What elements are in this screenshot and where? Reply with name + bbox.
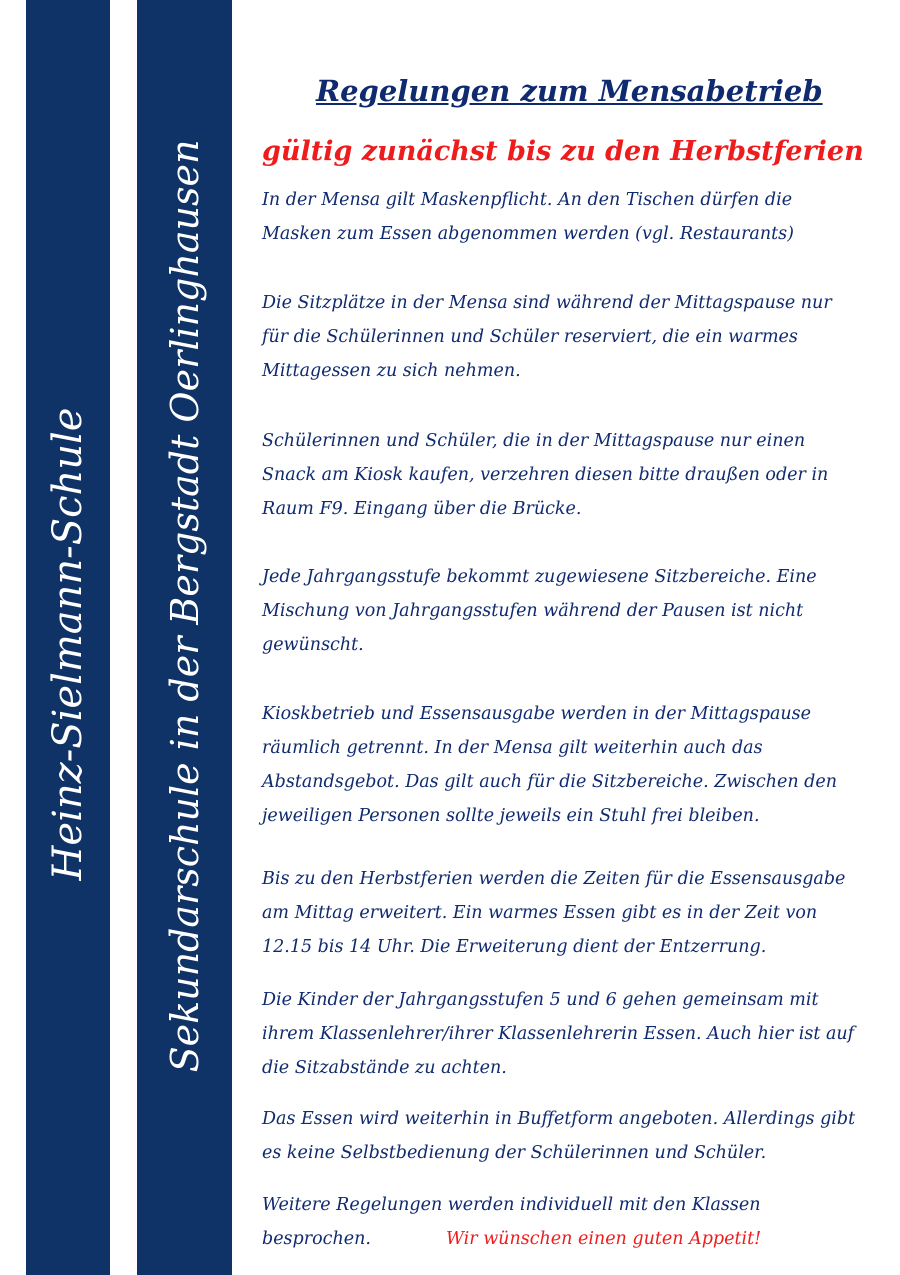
left-banner	[26, 0, 110, 1275]
closing-block	[262, 1188, 862, 1258]
rule-paragraph: Bis zu den Herbstferien werden die Zeiten für die Essensausgabe am Mittag erweitert. Ein warmes Essen gibt es in der Zeit von 12.15 bis 14 Uhr. Die Erweiterung dient der Entzerrung.	[262, 869, 846, 957]
validity-note: gültig zunächst bis zu den Herbstferien	[262, 136, 864, 167]
closing-text: Weitere Regelungen werden individuell mit den Klassen besprochen.	[262, 1195, 761, 1249]
school-subtitle: Sekundarschule in der Bergstadt Oerlinghausen	[162, 139, 207, 1073]
rule-paragraph: Die Sitzplätze in der Mensa sind während der Mittagspause nur für die Schülerinnen und Schüler reserviert, die ein warmes Mittagessen zu sich nehmen.	[262, 293, 832, 381]
greeting-text: Wir wünschen einen guten Appetit!	[446, 1229, 762, 1249]
rule-paragraph: Schülerinnen und Schüler, die in der Mittagspause nur einen Snack am Kiosk kaufen, verzehren diesen bitte draußen oder in Raum F9. Eingang über die Brücke.	[262, 431, 829, 519]
page-title: Regelungen zum Mensabetrieb	[316, 74, 823, 108]
rule-paragraph: Das Essen wird weiterhin in Buffetform angeboten. Allerdings gibt es keine Selbstbedienung der Schülerinnen und Schüler.	[262, 1109, 856, 1163]
right-banner	[137, 0, 232, 1275]
rule-paragraph: Jede Jahrgangsstufe bekommt zugewiesene Sitzbereiche. Eine Mischung von Jahrgangsstufen während der Pausen ist nicht gewünscht.	[262, 567, 817, 655]
rule-paragraph: In der Mensa gilt Maskenpflicht. An den Tischen dürfen die Masken zum Essen abgenommen werden (vgl. Restaurants)	[262, 190, 794, 244]
rule-paragraph: Kioskbetrieb und Essensausgabe werden in der Mittagspause räumlich getrennt. In der Mensa gilt weiterhin auch das Abstandsgebot. Das gilt auch für die Sitzbereiche. Zwischen den jeweiligen Personen sollte jeweils ein Stuhl frei bleiben.	[262, 704, 838, 826]
rule-paragraph: Die Kinder der Jahrgangsstufen 5 und 6 gehen gemeinsam mit ihrem Klassenlehrer/ihrer Klassenlehrerin Essen. Auch hier ist auf die Sitzabstände zu achten.	[262, 990, 855, 1078]
school-name: Heinz-Sielmann-Schule	[45, 407, 91, 881]
